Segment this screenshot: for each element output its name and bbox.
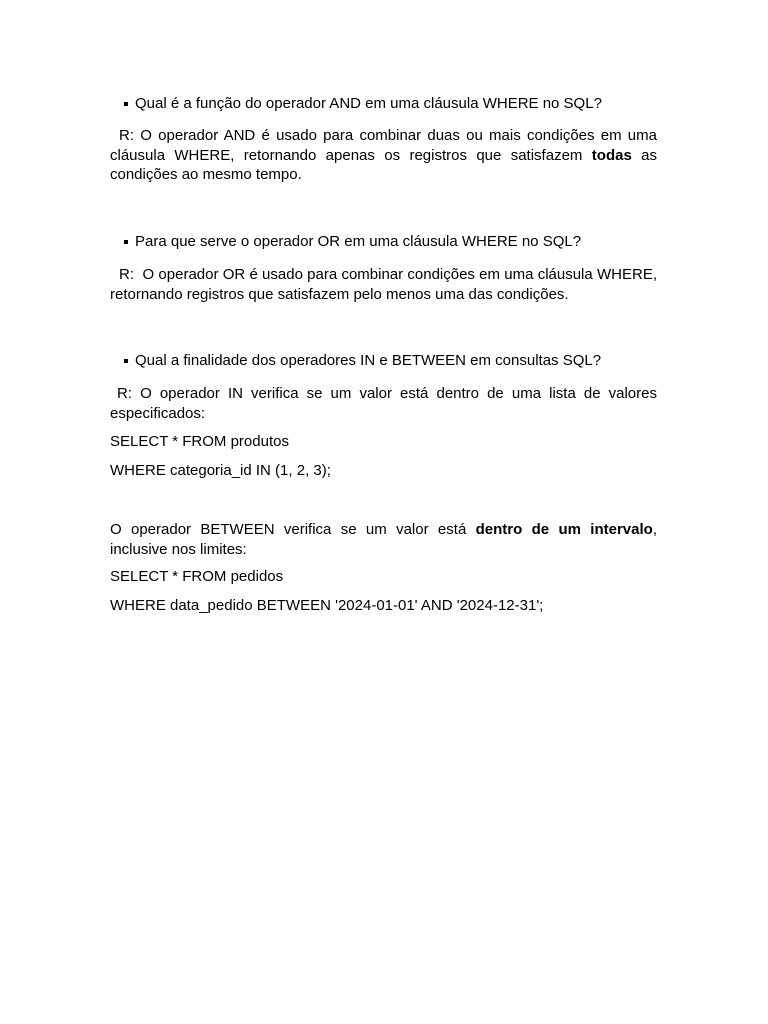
bullet-icon — [124, 102, 128, 106]
answer-1-post: as condições ao mesmo tempo. — [110, 146, 658, 183]
question-3-text: Qual a finalidade dos operadores IN e BETWEEN em consultas SQL? — [135, 352, 602, 369]
bullet-icon — [124, 240, 128, 244]
code-in-line-1: SELECT * FROM produtos — [110, 433, 289, 450]
answer-1 — [110, 126, 657, 185]
question-3 — [124, 351, 601, 371]
between-pre: O operador BETWEEN verifica se um valor está — [110, 521, 476, 538]
code-between-line-1: SELECT * FROM pedidos — [110, 568, 284, 585]
answer-1-pre: R: O operador AND é usado para combinar duas ou mais condições em uma cláusula WHERE, retornando apenas os registros que satisfazem — [110, 127, 657, 164]
answer-1-bold: todas — [591, 146, 632, 164]
answer-3-between — [110, 520, 657, 559]
answer-2: R: O operador OR é usado para combinar condições em uma cláusula WHERE, retornando registros que satisfazem pelo menos uma das condições. — [110, 266, 662, 303]
between-post: , inclusive nos limites: — [110, 521, 657, 558]
answer-3-in: R: O operador IN verifica se um valor está dentro de uma lista de valores especificados: — [110, 385, 657, 422]
question-2 — [124, 232, 581, 252]
code-in-line-2: WHERE categoria_id IN (1, 2, 3); — [110, 462, 331, 479]
question-1 — [124, 94, 602, 114]
question-1-text: Qual é a função do operador AND em uma cláusula WHERE no SQL? — [135, 95, 602, 112]
bullet-icon — [124, 359, 128, 363]
question-2-text: Para que serve o operador OR em uma cláusula WHERE no SQL? — [135, 233, 582, 250]
between-bold: dentro de um intervalo — [475, 521, 653, 538]
code-between-line-2: WHERE data_pedido BETWEEN '2024-01-01' AND '2024-12-31'; — [110, 597, 544, 614]
